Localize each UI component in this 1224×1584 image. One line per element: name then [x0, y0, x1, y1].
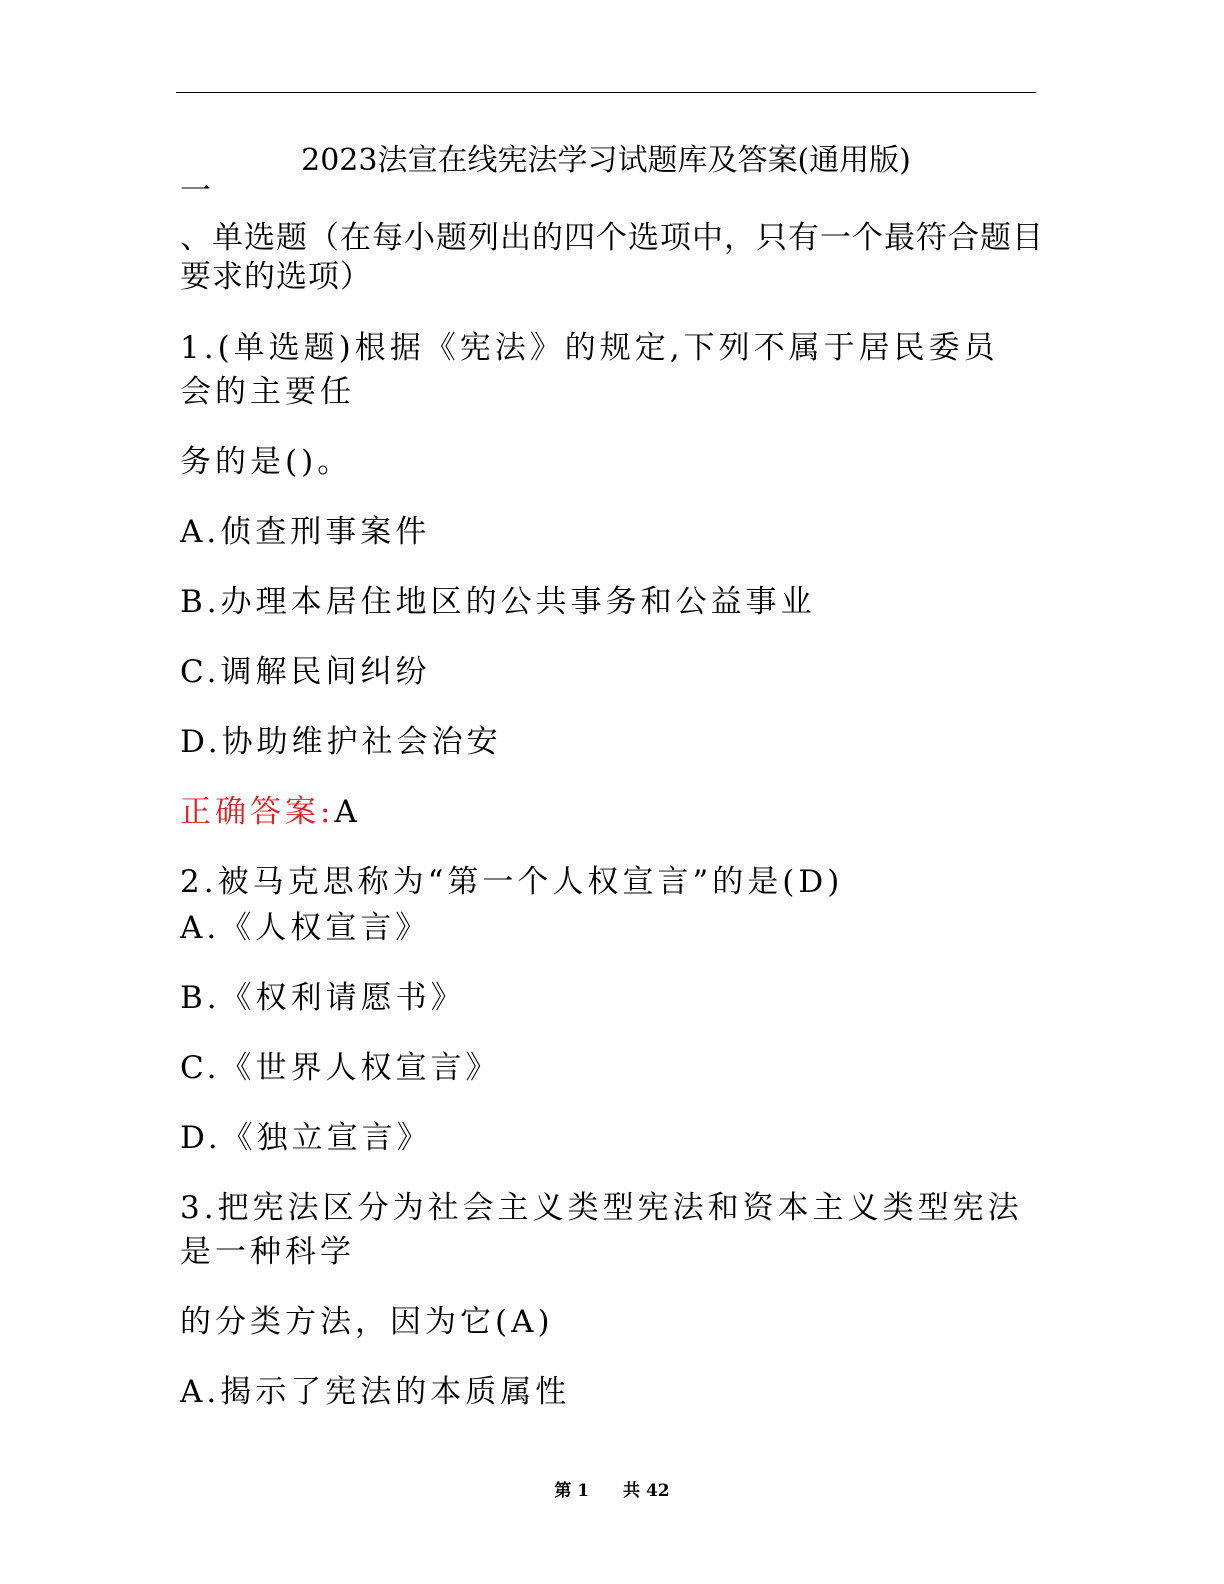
section-heading-line-1: 、单选题（在每小题列出的四个选项中，只有一个最符合题目: [180, 220, 1044, 256]
question-1-stem-line-2: 会的主要任: [180, 374, 355, 410]
document-title: 2023法宣在线宪法学习试题库及答案(通用版): [301, 143, 911, 178]
page-number: 第 1: [554, 1481, 590, 1501]
question-1-option-c: C.调解民间纠纷: [180, 654, 431, 690]
question-3-option-a: A.揭示了宪法的本质属性: [180, 1374, 571, 1410]
header-rule: [176, 92, 1036, 93]
page-total: 共 42: [623, 1481, 670, 1501]
question-2-option-a: A.《人权宣言》: [180, 910, 431, 946]
question-3-stem-line-1: 3.把宪法区分为社会主义类型宪法和资本主义类型宪法: [180, 1190, 1023, 1226]
question-1-answer: [180, 794, 361, 831]
question-2-option-c: C.《世界人权宣言》: [180, 1050, 501, 1086]
question-1-option-d: D.协助维护社会治安: [180, 724, 502, 760]
section-number: 一: [180, 173, 212, 209]
question-2-option-d: D.《独立宣言》: [180, 1120, 432, 1156]
section-heading-line-2: 要求的选项）: [180, 259, 372, 295]
page-footer: [0, 1476, 1224, 1501]
question-1-stem-line-3: 务的是()。: [180, 444, 353, 480]
question-1-option-a: A.侦查刑事案件: [180, 514, 431, 550]
question-1-option-b: B.办理本居住地区的公共事务和公益事业: [180, 584, 816, 620]
answer-value: A: [334, 794, 361, 830]
answer-label: 正确答案:: [180, 794, 335, 830]
question-2-option-b: B.《权利请愿书》: [180, 980, 466, 1016]
question-3-stem-line-2: 是一种科学: [180, 1234, 355, 1270]
question-3-stem-line-3: 的分类方法，因为它(A): [180, 1304, 554, 1340]
question-1-stem-line-1: 1.(单选题)根据《宪法》的规定,下列不属于居民委员: [180, 330, 999, 366]
question-2-stem: 2.被马克思称为“第一个人权宣言”的是(D): [180, 864, 844, 900]
